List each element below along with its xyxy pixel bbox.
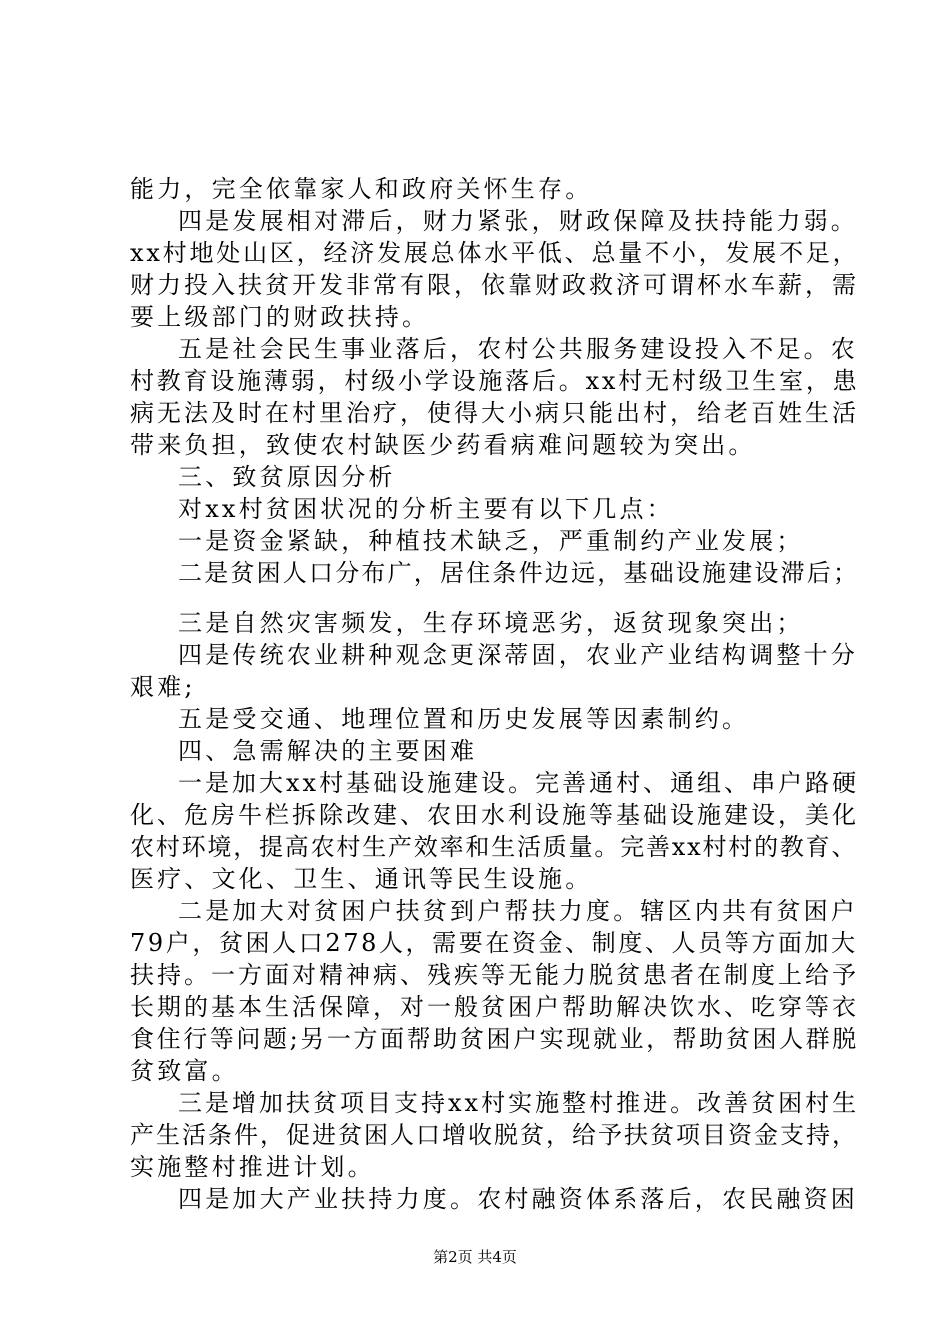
text-line: 对xx村贫困状况的分析主要有以下几点： (178, 495, 674, 523)
text-line: 农村环境，提高农村生产效率和生活质量。完善xx村村的教育、 (130, 833, 858, 861)
page-footer: 第2页 共4页 (433, 1248, 517, 1266)
section-heading: 三、致贫原因分析 (178, 463, 396, 491)
text-line: 病无法及时在村里治疗，使得大小病只能出村，给老百姓生活 (130, 399, 859, 427)
text-line: 五是受交通、地理位置和历史发展等因素制约。 (178, 705, 750, 733)
text-line: 化、危房牛栏拆除改建、农田水利设施等基础设施建设，美化 (130, 801, 859, 829)
text-line: 产生活条件，促进贫困人口增收脱贫，给予扶贫项目资金支持， (130, 1121, 858, 1149)
text-line: 财力投入扶贫开发非常有限，依靠财政救济可谓杯水车薪，需 (130, 271, 859, 299)
text-line: 二是加大对贫困户扶贫到户帮扶力度。辖区内共有贫困户 (178, 897, 858, 925)
text-line: 一是加大xx村基础设施建设。完善通村、通组、串户路硬 (178, 769, 860, 797)
text-line: 长期的基本生活保障，对一般贫困户帮助解决饮水、吃穿等衣 (130, 993, 859, 1021)
text-line: 79户，贫困人口278人，需要在资金、制度、人员等方面加大 (130, 929, 858, 957)
text-line: 三是增加扶贫项目支持xx村实施整村推进。改善贫困村生 (178, 1089, 860, 1117)
text-line: 二是贫困人口分布广，居住条件边远，基础设施建设滞后； (178, 559, 860, 587)
text-line: 四是传统农业耕种观念更深蒂固，农业产业结构调整十分 (178, 641, 858, 669)
text-line: 医疗、文化、卫生、通讯等民生设施。 (130, 865, 593, 893)
text-line: xx村地处山区，经济发展总体水平低、总量不小，发展不足， (130, 239, 860, 267)
text-line: 食住行等问题;另一方面帮助贫困户实现就业，帮助贫困人群脱 (130, 1025, 859, 1053)
text-line: 要上级部门的财政扶持。 (130, 303, 430, 331)
section-heading: 四、急需解决的主要困难 (178, 737, 478, 765)
text-line: 村教育设施薄弱，村级小学设施落后。xx村无村级卫生室，患 (130, 367, 860, 395)
text-line: 四是发展相对滞后，财力紧张，财政保障及扶持能力弱。 (178, 207, 858, 235)
text-line: 五是社会民生事业落后，农村公共服务建设投入不足。农 (178, 335, 858, 363)
text-line: 一是资金紧缺，种植技术缺乏，严重制约产业发展； (178, 527, 804, 555)
text-line: 带来负担，致使农村缺医少药看病难问题较为突出。 (130, 431, 756, 459)
text-line: 贫致富。 (130, 1057, 239, 1085)
text-line: 艰难; (130, 673, 196, 701)
text-line: 能力，完全依靠家人和政府关怀生存。 (130, 175, 593, 203)
text-line: 实施整村推进计划。 (130, 1153, 375, 1181)
text-line: 扶持。一方面对精神病、残疾等无能力脱贫患者在制度上给予 (130, 961, 859, 989)
text-line: 三是自然灾害频发，生存环境恶劣，返贫现象突出； (178, 609, 804, 637)
text-line: 四是加大产业扶持力度。农村融资体系落后，农民融资困 (178, 1185, 858, 1213)
